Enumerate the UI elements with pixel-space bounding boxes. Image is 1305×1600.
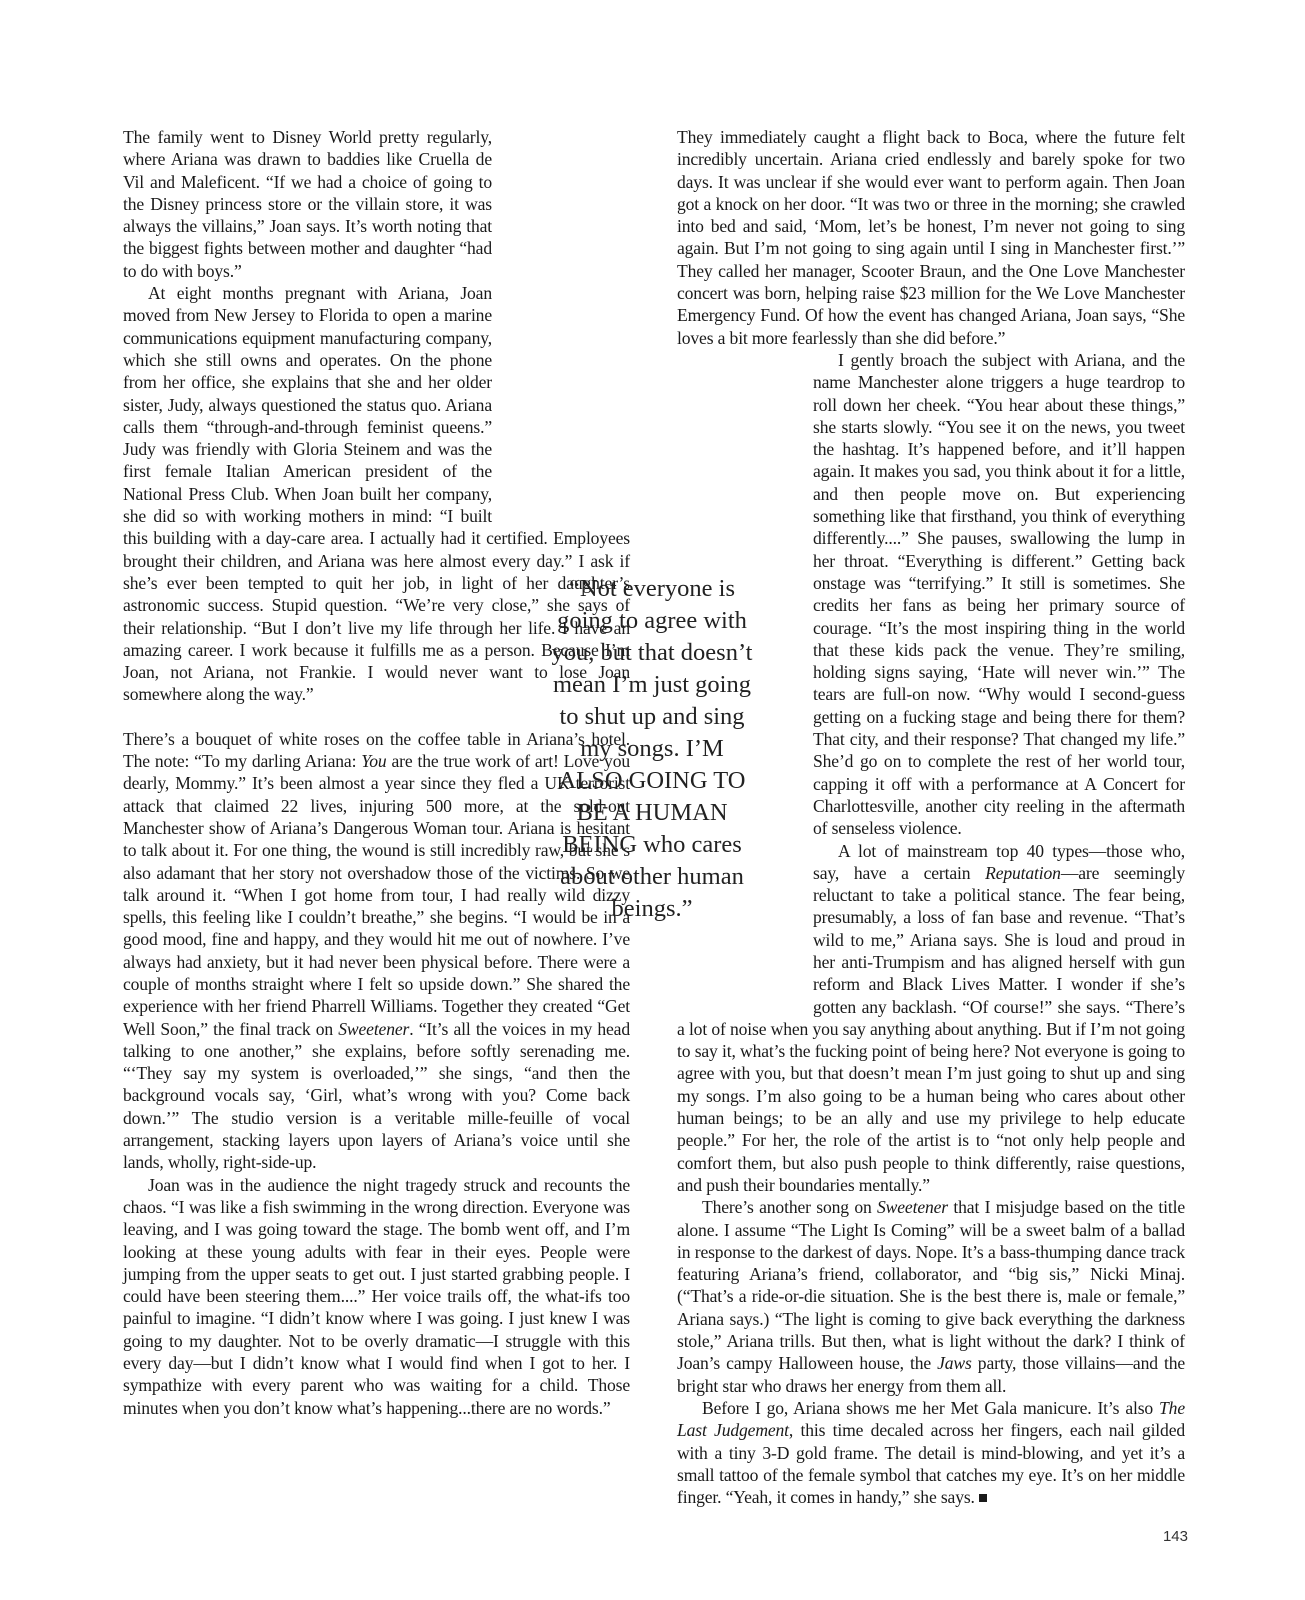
paragraph-tragedy: Joan was in the audience the night tragedy struck and recounts the chaos. “I was like a fish swimming in the wrong direction. Everyone was leaving, and I was going toward the stage. The bomb went off, and I’m looking at these young adults with fear in their eyes. People were jumping from the upper seats to get out. I just started grabbing people. I could have been steering them....” Her voice trails off, the what-ifs too painful to imagine. “I didn’t know where I was going. I just knew I was going to my daughter. Not to be overly dramatic—I struggle with this every day—but I didn’t know what I would find when I got to her. I sympathize with every parent who was waiting for a child. Those minutes when you don’t know what’s happening...there are no words.”	[123, 1174, 630, 1418]
page-number: 143	[1162, 1528, 1188, 1545]
paragraph-disney: The family went to Disney World pretty regularly, where Ariana was drawn to baddies like Cruella de Vil and Maleficent. “If we had a choice of going to the Disney princess store or the villain store, it was always the villains,” Joan says. It’s worth noting that the biggest fights between mother and daughter “had to do with boys.”	[123, 127, 492, 281]
pull-quote: “Not everyone is going to agree with you, but that doesn’t mean I’m just going to shut up and sing my songs. I’M ALSO GOING TO BE A HUMAN BEING who cares about other human beings.”	[551, 575, 753, 922]
paragraph-boca: They immediately caught a flight back to Boca, where the future felt incredibly uncertain. Ariana cried endlessly and barely spoke for two days. It was unclear if she would ever want to perform again. Then Joan got a knock on her door. “It was two or three in the morning; she crawled into bed and said, ‘Mom, let’s be honest, I’m never not going to sing again. But I’m not going to sing again until I sing in Manchester first.’” They called her manager, Scooter Braun, and the One Love Manchester concert was born, helping raise $23 million for the We Love Manchester Emergency Fund. Of how the event has changed Ariana, Joan says, “She loves a bit more fearlessly than she did before.”	[677, 127, 1185, 348]
end-of-article-mark	[979, 1494, 987, 1502]
pull-quote-space-left	[492, 126, 630, 518]
paragraph-politics: A lot of mainstream top 40 types—those who, say, have a certain Reputation—are seemingly reluctant to take a political stance. The fear being, presumably, a loss of fan base and revenue. “That’s wild to me,” Ariana says. She is loud and proud in her anti-Trumpism and has aligned herself with gun reform and Black Lives Matter. I wonder if she’s gotten any backlash. “Of course!” she says. “There’s a lot of noise when you say anything about anything. But if I’m not going to say it, what’s the fucking point of being here? Not everyone is going to agree with you, but that doesn’t mean I’m just going to shut up and sing my songs. I’m also going to be a human being who cares about other human beings; to be an ally and use my privilege to help educate people.” For her, the role of the artist is to “not only help people and comfort them, but also push people to think differently, raise questions, and push their boundaries mentally.”	[677, 840, 1185, 1195]
paragraph-manicure: Before I go, Ariana shows me her Met Gala manicure. It’s also The Last Judgement, this time decaled across her fingers, each nail gilded with a tiny 3-D gold frame. The detail is mind-blowing, and yet it’s a small tattoo of the female symbol that catches my eye. It’s on her middle finger. “Yeah, it comes in handy,” she says.	[677, 1397, 1185, 1508]
paragraph-light-is-coming: There’s another song on Sweetener that I misjudge based on the title alone. I assume “The Light Is Coming” will be a sweet balm of a ballad in response to the darkest of days. Nope. It’s a bass-thumping dance track featuring Ariana’s friend, collaborator, and “big sis,” Nicki Minaj. (“That’s a ride-or-die situation. She is the best there is, male or female,” Ariana says.) “The light is coming to give back everything the darkness stole,” Ariana trills. But then, what is light without the dark? I think of Joan’s campy Halloween house, the Jaws party, those villains—and the bright star who draws her energy from them all.	[677, 1197, 1186, 1396]
paragraph-roses: There’s a bouquet of white roses on the coffee table in Ariana’s hotel. The note: “To my darling Ariana: You are the true work of art! Love you dearly, Mommy.” It’s been almost a year since they fled a UK terrorist attack that claimed 22 lives, injuring 500 more, at the sold-out Manchester show of Ariana’s Dangerous Woman tour. Ariana is hesitant to talk about it. For one thing, the wound is still incredibly raw, but she’s also adamant that her story not overshadow those of the victims. So we talk around it. “When I got home from tour, I had really wild dizzy spells, this feeling like I couldn’t breathe,” she begins. “I would be in a good mood, fine and happy, and they would hit me out of nowhere. I’ve always had anxiety, but it had never been physical before. There were a couple of months straight where I felt so upside down.” She shared the experience with her friend Pharrell Williams. Together they created “Get Well Soon,” the final track on Sweetener. “It’s all the voices in my head talking to one another,” she explains, before softly serenading me. “‘They say my system is overloaded,’” she sings, “and then the background vocals say, ‘Girl, what’s wrong with you? Come back down.’” The studio version is a veritable mille-feuille of vocal arrangement, stacking layers upon layers of Ariana’s voice until she lands, wholly, right-side-up.	[123, 728, 631, 1173]
paragraph-manchester: I gently broach the subject with Ariana, and the name Manchester alone triggers a huge teardrop to roll down her cheek. “You hear about these things,” she starts slowly. “You see it on the news, you tweet the hashtag. It’s happened before, and it’ll happen again. It makes you sad, you think about it for a little, and then people move on. But experiencing something like that firsthand, you think of everything differently....” She pauses, swallowing the lump in her throat. “Everything is different.” Getting back onstage was “terrifying.” It still is sometimes. She credits her fans as being her primary source of courage. “It’s the most inspiring thing in the world that these kids pack the venue. They’re smiling, holding signs saying, ‘Hate will never win.’” The tears are full-on now. “Why would I second-guess getting on a fucking stage and being there for them? That city, and their response? That changed my life.” She’d go on to complete the rest of her world tour, capping it off with a performance at A Concert for Charlottesville, another city reeling in the aftermath of senseless violence.	[677, 349, 1185, 840]
paragraph-joan-career: At eight months pregnant with Ariana, Joan moved from New Jersey to Florida to open a marine communications equipment manufacturing company, which she still owns and operates. On the phone from her office, she explains that she and her older sister, Judy, always questioned the status quo. Ariana calls them “through-and-through feminist queens.” Judy was friendly with Gloria Steinem and was the first female Italian American president of the National Press Club. When Joan built her company, she did so with working mothers in mind: “I built this building with a day-care area. I actually had it certified. Employees brought their children, and Ariana was here almost every day.” I ask if she’s ever been tempted to quit her job, in light of her daughter’s astronomic success. Stupid question. “We’re very close,” she says of their relationship. “But I don’t live my life through her life. I have an amazing career. I work because it fulfills me as a person. Because I’m Joan, not Ariana, not Frankie. I would never want to lose Joan somewhere along the way.”	[123, 283, 630, 705]
